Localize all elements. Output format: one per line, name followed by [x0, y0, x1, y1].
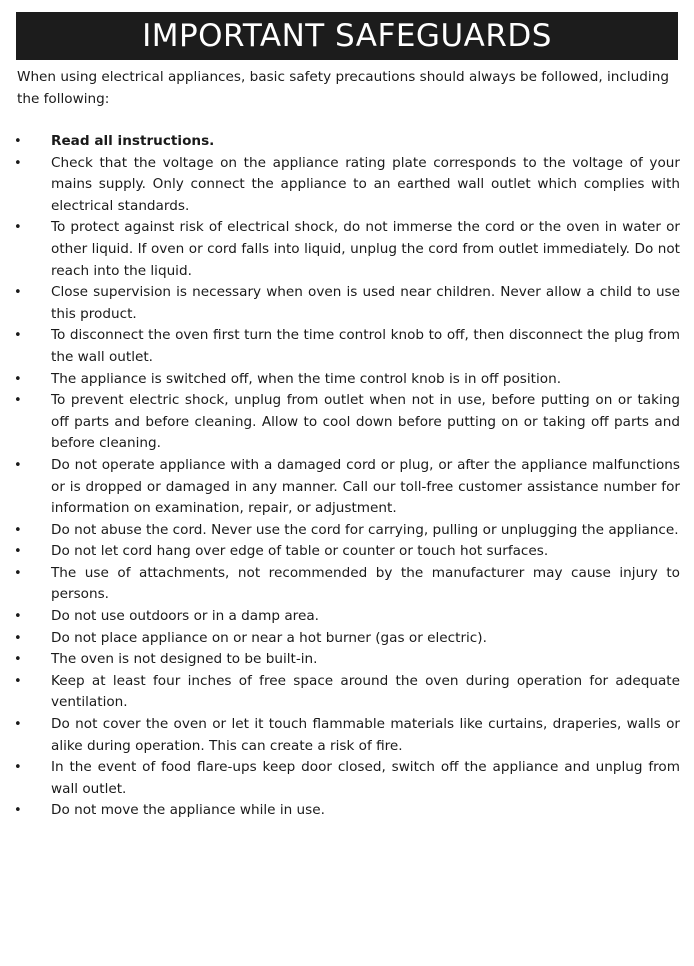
bullet-icon: •: [14, 544, 22, 560]
list-item-text: The appliance is switched off, when the time control knob is in off position.: [51, 370, 562, 387]
bullet-icon: •: [14, 371, 22, 387]
bullet-icon: •: [14, 609, 22, 625]
bullet-icon: •: [14, 220, 22, 236]
list-item: [14, 757, 680, 800]
list-item-text: Do not cover the oven or let it touch flammable materials like curtains, draperies, walls or alike during operation. This can create a risk of fire.: [51, 716, 680, 754]
list-item-text: The use of attachments, not recommended by the manufacturer may cause injury to persons.: [51, 564, 680, 603]
list-item: [14, 628, 680, 650]
bullet-icon: •: [14, 717, 22, 733]
bullet-icon: •: [14, 803, 22, 819]
list-item: [14, 369, 680, 391]
list-item: [14, 714, 680, 757]
safeguards-list: [14, 131, 680, 822]
list-item-text: Do not use outdoors or in a damp area.: [51, 608, 319, 625]
bullet-icon: •: [14, 134, 22, 149]
list-item: [14, 153, 680, 218]
list-item: [14, 520, 680, 542]
list-item: [14, 282, 680, 325]
list-item-text: The oven is not designed to be built-in.: [51, 651, 318, 668]
bullet-icon: •: [14, 760, 22, 776]
list-item: [14, 649, 680, 671]
list-item-text: Keep at least four inches of free space around the oven during operation for adequate ventilation.: [51, 672, 680, 711]
list-item-text: To prevent electric shock, unplug from outlet when not in use, before putting on or taking off parts and before cleaning. Allow to cool down before putting on or taking off parts and before cleaning.: [51, 392, 680, 452]
bullet-icon: •: [14, 457, 22, 473]
list-item-text: Do not place appliance on or near a hot burner (gas or electric).: [51, 629, 487, 646]
bullet-icon: •: [14, 673, 22, 689]
page-title: IMPORTANT SAFEGUARDS: [16, 12, 678, 60]
list-item: [14, 563, 680, 606]
list-item-text: Do not let cord hang over edge of table or counter or touch hot surfaces.: [51, 543, 549, 560]
list-item-text: Do not abuse the cord. Never use the cord for carrying, pulling or unplugging the appliance.: [51, 521, 679, 538]
bullet-icon: •: [14, 522, 22, 538]
list-item-text: Read all instructions.: [51, 133, 215, 149]
list-item: [14, 390, 680, 455]
list-item-text: Do not operate appliance with a damaged cord or plug, or after the appliance malfunctions or is dropped or damaged in any manner. Call our toll-free customer assistance number for information on examination, repair, or adjustment.: [51, 456, 680, 517]
list-item: [14, 800, 680, 822]
list-item: [14, 541, 680, 563]
bullet-icon: •: [14, 155, 22, 171]
list-item: [14, 606, 680, 628]
list-item: [14, 671, 680, 714]
list-item: [14, 131, 680, 153]
list-item-text: To protect against risk of electrical shock, do not immerse the cord or the oven in water or other liquid. If oven or cord falls into liquid, unplug the cord from outlet immediately. Do not reach into the liquid.: [51, 219, 680, 279]
list-item-text: In the event of food flare-ups keep door closed, switch off the appliance and unplug from wall outlet.: [51, 759, 680, 797]
list-item-text: To disconnect the oven first turn the time control knob to off, then disconnect the plug from the wall outlet.: [51, 327, 680, 365]
bullet-icon: •: [14, 565, 22, 581]
intro-paragraph: When using electrical appliances, basic safety precautions should always be followed, including the following:: [17, 69, 669, 107]
bullet-icon: •: [14, 630, 22, 646]
list-item-text: Close supervision is necessary when oven is used near children. Never allow a child to use this product.: [51, 284, 680, 322]
list-item: [14, 325, 680, 368]
list-item: [14, 455, 680, 520]
list-item-text: Check that the voltage on the appliance rating plate corresponds to the voltage of your mains supply. Only connect the appliance to an earthed wall outlet which complies with electrical standards.: [51, 154, 680, 214]
bullet-icon: •: [14, 328, 22, 344]
list-item-text: Do not move the appliance while in use.: [51, 802, 325, 819]
list-item: [14, 217, 680, 282]
bullet-icon: •: [14, 393, 22, 409]
bullet-icon: •: [14, 652, 22, 668]
bullet-icon: •: [14, 285, 22, 301]
